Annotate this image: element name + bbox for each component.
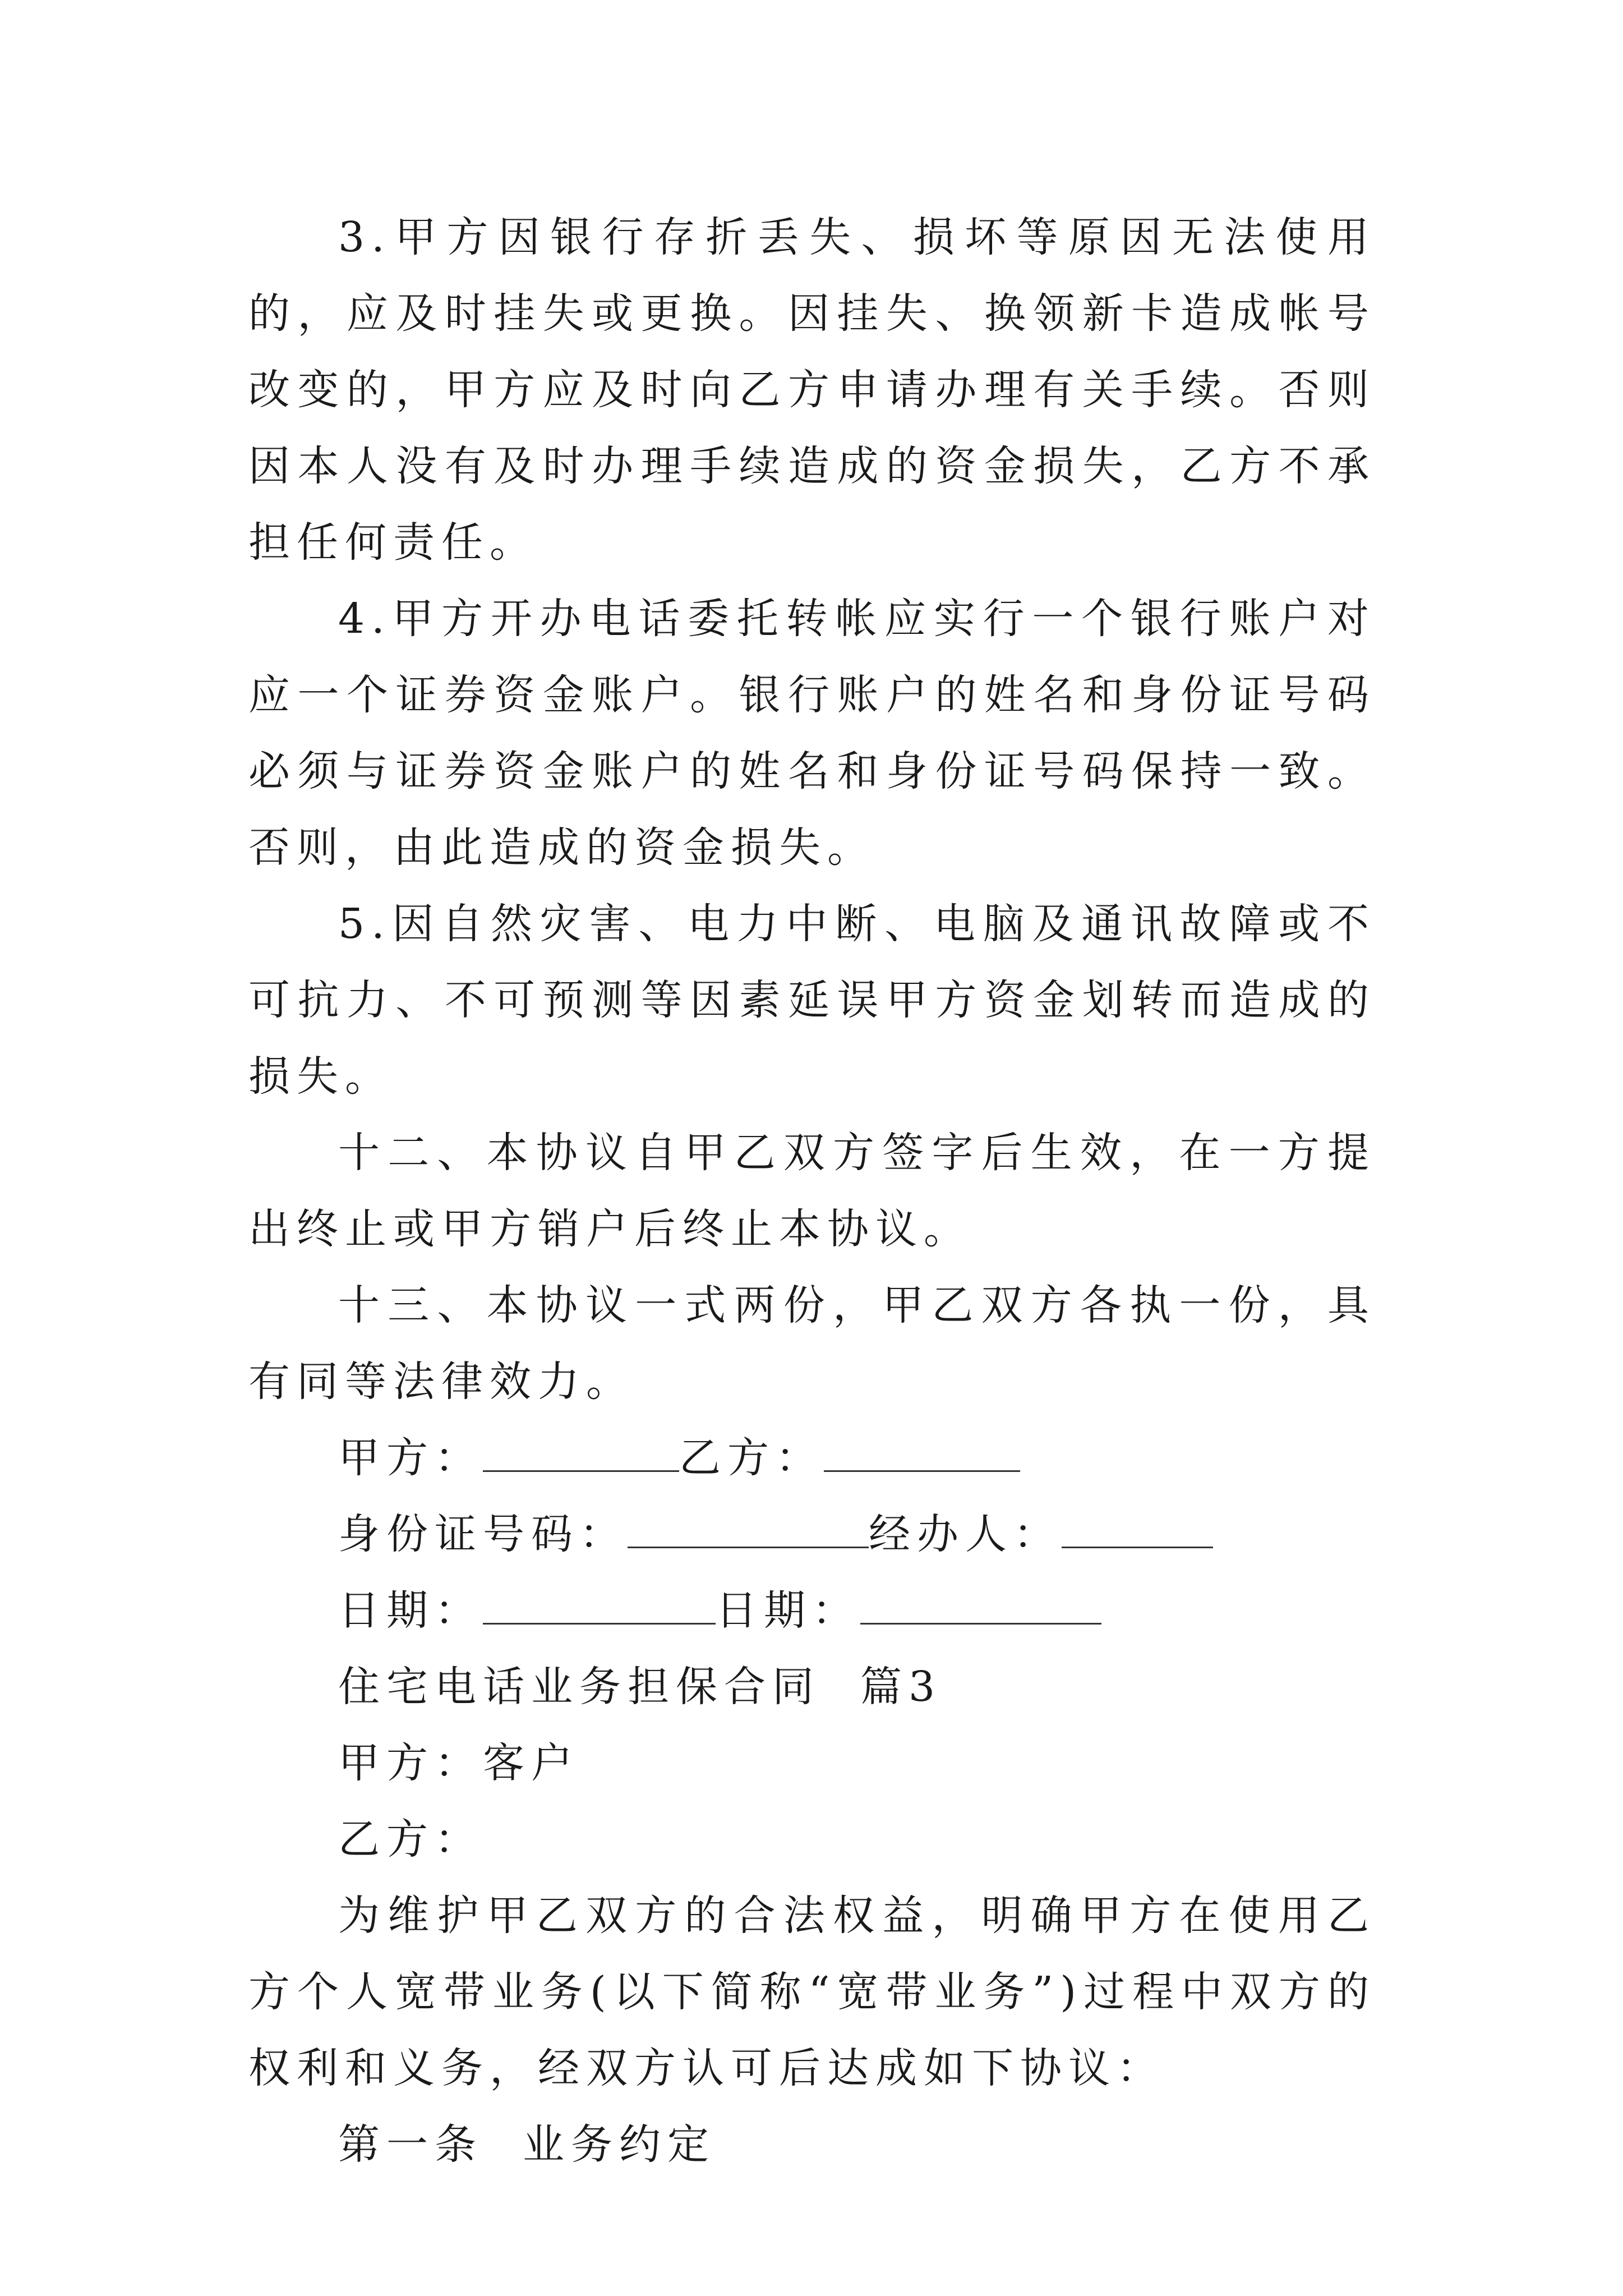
- party-a-label: 甲方：: [338, 1434, 483, 1482]
- id-number-blank: [628, 1513, 869, 1548]
- article-13-paragraph: 十三、本协议一式两份，甲乙双方各执一份，具有同等法律效力。: [248, 1281, 1376, 1406]
- article-12-paragraph: 十二、本协议自甲乙双方签字后生效，在一方提出终止或甲方销户后终止本协议。: [248, 1129, 1376, 1253]
- handler-blank: [1062, 1513, 1213, 1548]
- document-page: [248, 199, 1376, 2183]
- date-blank-b: [860, 1589, 1101, 1625]
- signature-parties-line: [248, 1420, 1376, 1496]
- signature-id-line: [248, 1496, 1376, 1572]
- signature-date-line: [248, 1572, 1376, 1649]
- clause-3-paragraph: 3.甲方因银行存折丢失、损坏等原因无法使用的，应及时挂失或更换。因挂失、换领新卡造成帐号改变的，甲方应及时向乙方申请办理有关手续。否则因本人没有及时办理手续造成的资金损失，乙方不承担任何责任。: [248, 213, 1376, 567]
- section-party-a: 甲方：客户: [338, 1739, 579, 1787]
- clause-5-paragraph: 5.因自然灾害、电力中断、电脑及通讯故障或不可抗力、不可预测等因素延误甲方资金划转而造成的损失。: [248, 900, 1376, 1101]
- section-title: 住宅电话业务担保合同 篇3: [338, 1663, 942, 1711]
- article-1-heading: 第一条 业务约定: [338, 2120, 716, 2169]
- handler-label: 经办人：: [869, 1510, 1062, 1558]
- party-b-blank: [824, 1437, 1020, 1472]
- section-party-b: 乙方：: [338, 1815, 483, 1864]
- section-intro-paragraph: 为维护甲乙双方的合法权益，明确甲方在使用乙方个人宽带业务(以下简称“宽带业务”)过程中双方的权利和义务，经双方认可后达成如下协议：: [248, 1892, 1376, 2092]
- date-label-a: 日期：: [338, 1586, 483, 1635]
- clause-4-paragraph: 4.甲方开办电话委托转帐应实行一个银行账户对应一个证券资金账户。银行账户的姓名和身份证号码必须与证券资金账户的姓名和身份证号码保持一致。否则，由此造成的资金损失。: [248, 595, 1376, 872]
- date-blank-a: [483, 1589, 716, 1625]
- date-label-b: 日期：: [716, 1586, 860, 1635]
- party-a-blank: [483, 1437, 679, 1472]
- party-b-label: 乙方：: [679, 1434, 824, 1482]
- id-number-label: 身份证号码：: [338, 1510, 628, 1558]
